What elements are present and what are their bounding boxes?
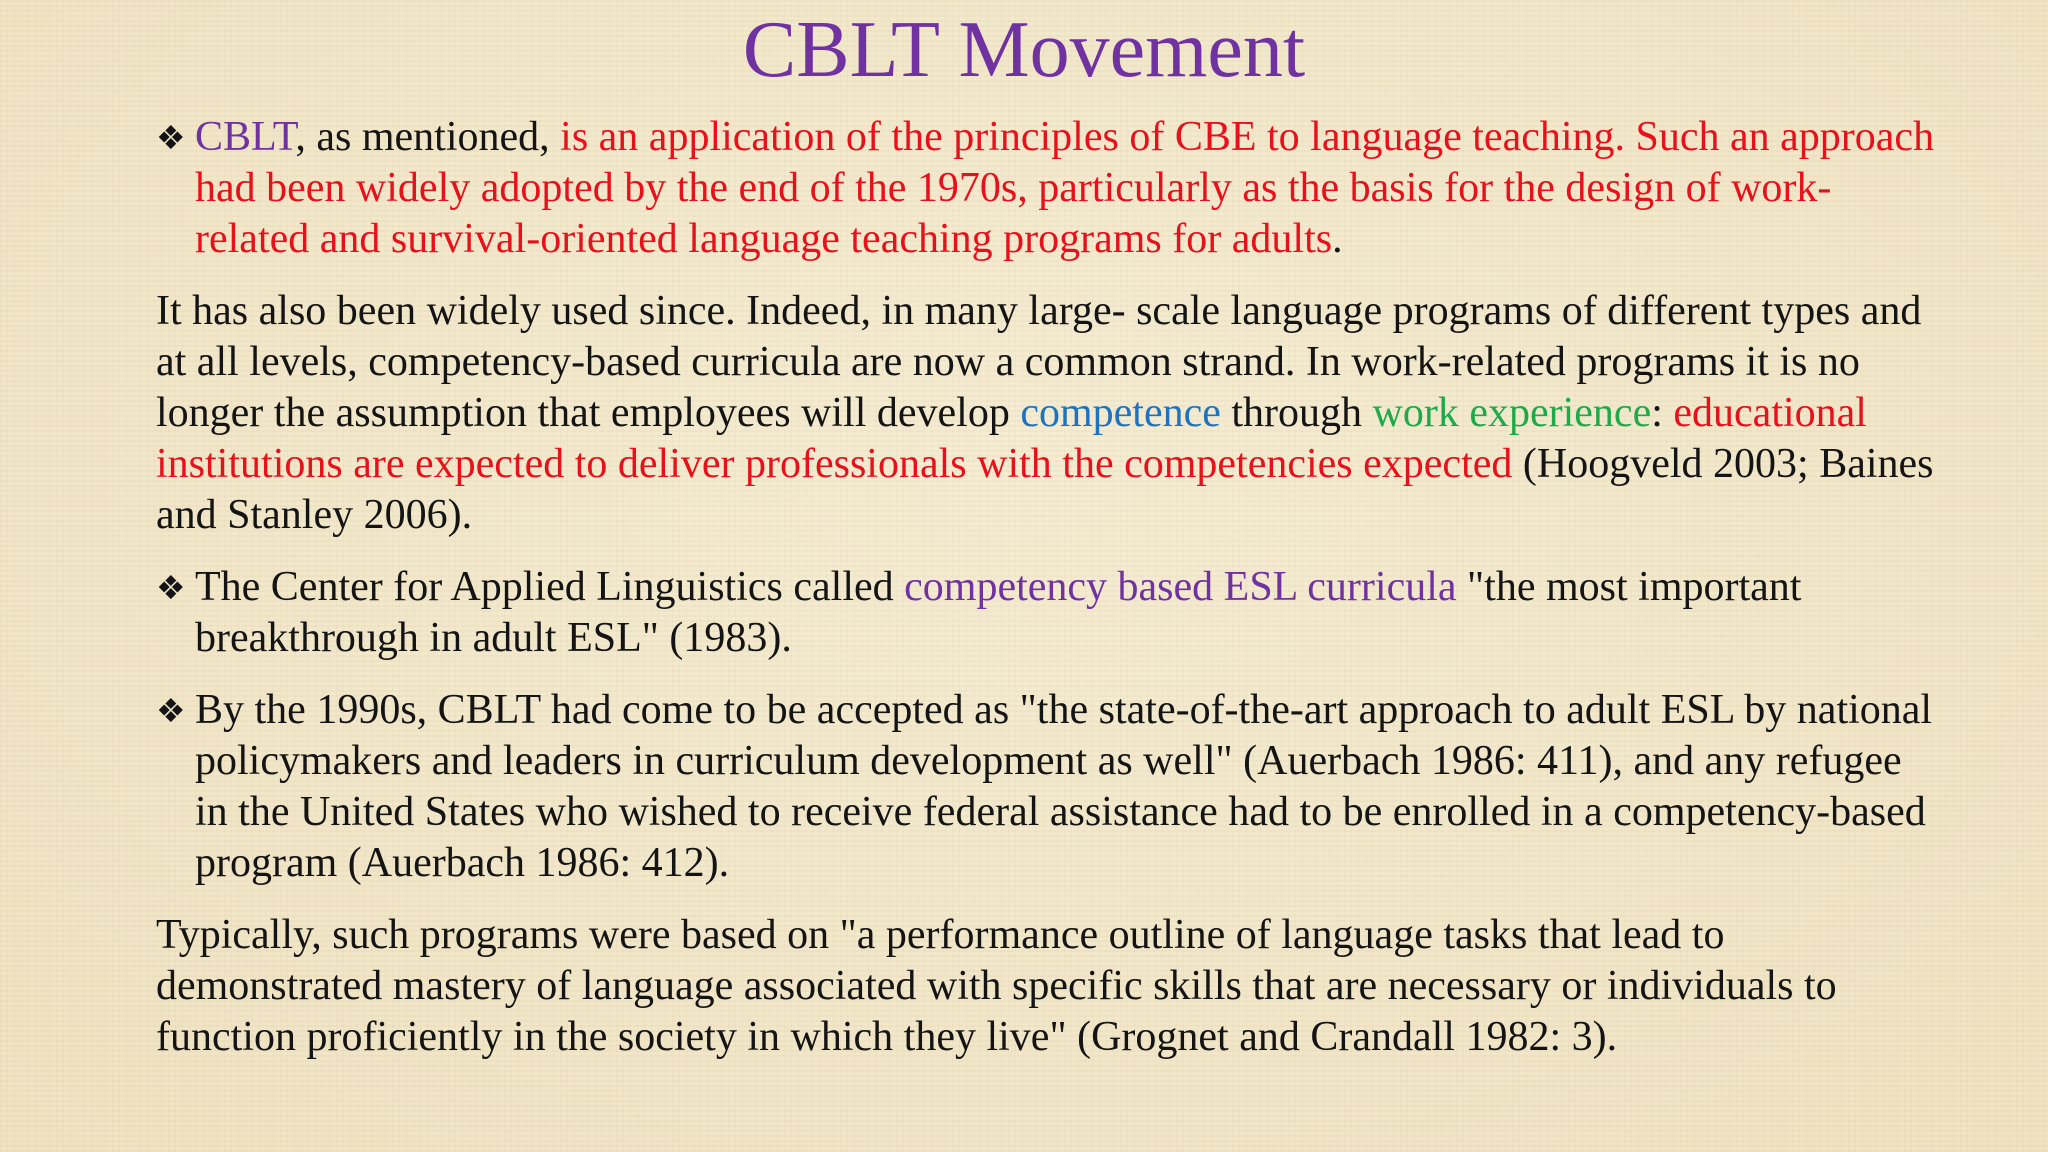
diamond-bullet-icon: ❖ [156, 568, 186, 607]
highlighted-expectation: educational institutions are expected to deliver professionals with the competencies expected [156, 390, 1867, 487]
esl-curricula-term: competency based ESL curricula [904, 564, 1457, 610]
text-segment: through [1220, 390, 1373, 436]
paragraph-1990s-adoption [156, 685, 1936, 889]
text-segment: It has also been widely used since. Indeed, in many large- scale language programs of different types and at all levels, competency-based curricula are now a common strand. In work-related programs it is no longer the assumption that employees will develop [156, 288, 1922, 436]
slide-title: CBLT Movement [742, 6, 1306, 94]
highlighted-definition: is an application of the principles of CBE to language teaching. Such an approach had been widely adopted by the end of the 1970s, particularly as the basis for the design of work-related and survival-oriented language teaching programs for adults [195, 114, 1935, 262]
diamond-bullet-icon: ❖ [156, 118, 186, 157]
paragraph-performance-outline [156, 910, 1936, 1063]
text-segment: : [1651, 390, 1674, 436]
text-segment: By the 1990s, CBLT had come to be accepted as "the state-of-the-art approach to adult ESL by national policymakers and leaders in curriculum development as well" (Auerbach 1986: 411), and any refugee in the United States who wished to receive federal assistance had to be enrolled in a competency-based program (Auerbach 1986: 412). [195, 687, 1933, 886]
paragraph-widely-used [156, 286, 1936, 541]
text-segment: Typically, such programs were based on "a performance outline of language tasks that lead to demonstrated mastery of language associated with specific skills that are necessary or individuals to function proficiently in the society in which they live" (Grognet and Crandall 1982: 3). [156, 912, 1837, 1060]
diamond-bullet-icon: ❖ [156, 691, 186, 730]
text-segment: "the most important breakthrough in adult ESL" (1983). [195, 564, 1802, 661]
paragraph-cblt-definition [156, 112, 1936, 265]
cblt-term: CBLT [195, 114, 296, 160]
paragraph-cal-breakthrough [156, 562, 1936, 664]
text-segment: The Center for Applied Linguistics called [195, 564, 905, 610]
citation: (Hoogveld 2003; Baines and Stanley 2006). [156, 441, 1934, 538]
competence-term: competence [1020, 390, 1221, 436]
work-experience-term: work experience [1372, 390, 1652, 436]
text-segment: . [1332, 216, 1343, 262]
slide-body [156, 112, 1936, 1084]
text-segment: , as mentioned, [295, 114, 561, 160]
